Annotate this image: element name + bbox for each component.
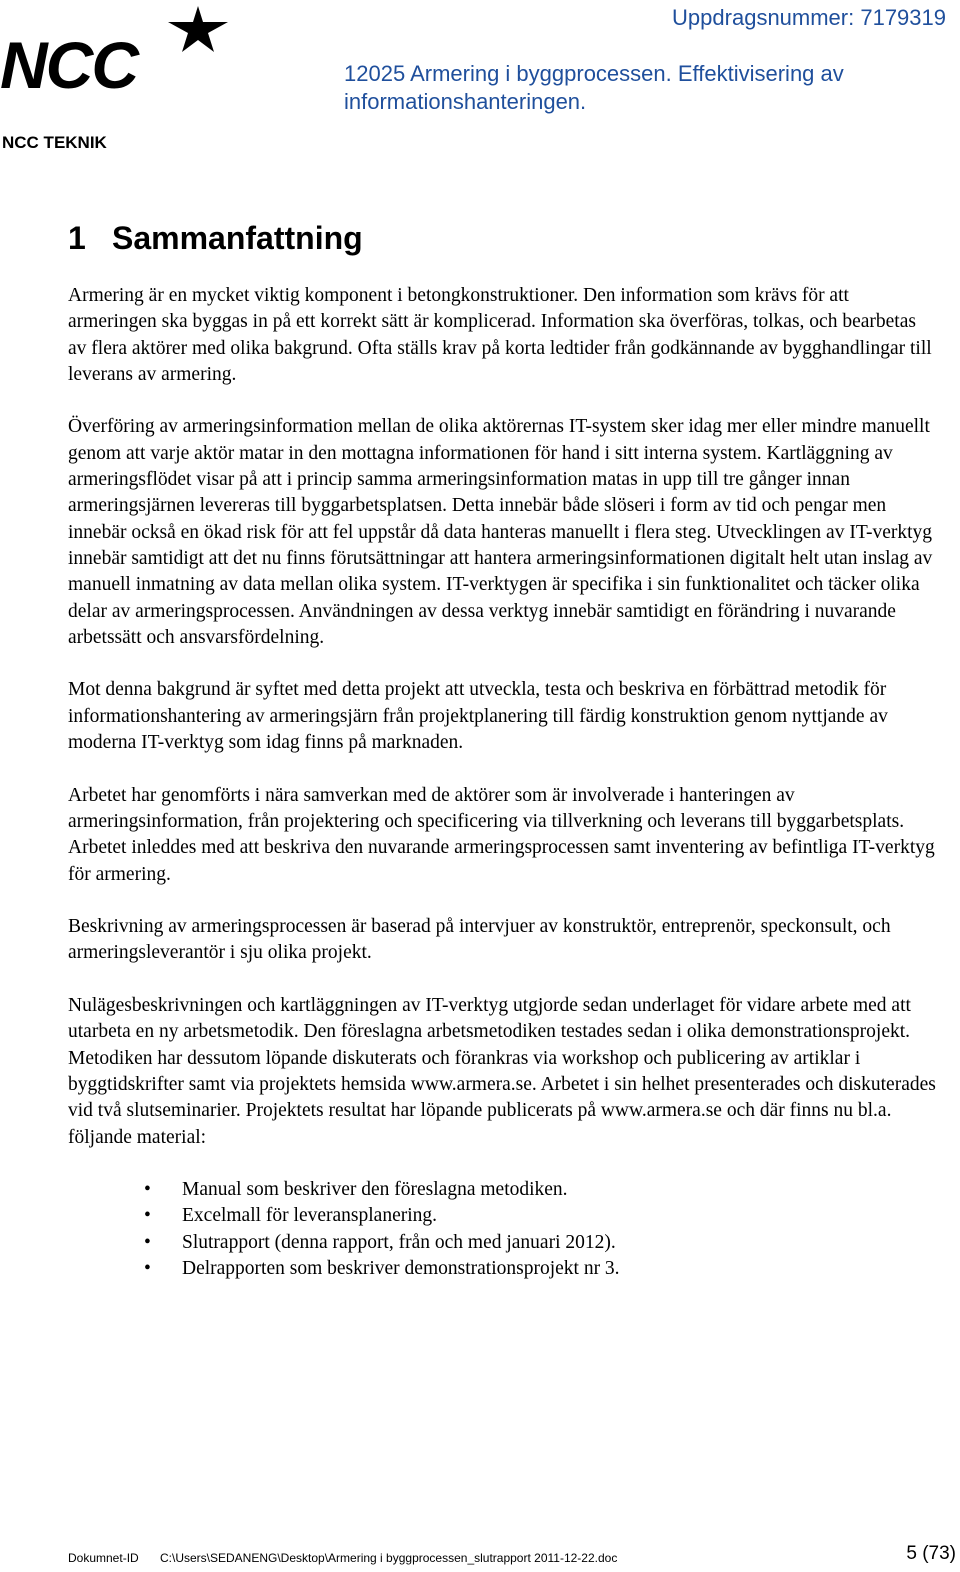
file-path: C:\Users\SEDANENG\Desktop\Armering i byggprocessen_slutrapport 2011-12-22.doc: [160, 1551, 618, 1565]
ncc-logo: [0, 2, 232, 92]
list-item: [68, 1256, 938, 1282]
list-item-text: Delrapporten som beskriver demonstrationsprojekt nr 3.: [182, 1257, 620, 1279]
list-item: [68, 1203, 938, 1229]
bullet-icon: •: [144, 1231, 151, 1253]
page-number: 5 (73): [906, 1543, 956, 1564]
list-item-text: Slutrapport (denna rapport, från och med januari 2012).: [182, 1231, 616, 1253]
section-heading: [68, 220, 363, 257]
section-title: Sammanfattning: [112, 220, 363, 256]
list-item: [68, 1230, 938, 1256]
paragraph: Mot denna bakgrund är syftet med detta projekt att utveckla, testa och beskriva en förbättrad metodik för informationshantering av armeringsjärn från projektplanering till färdig konstruktion genom nyttjande av moderna IT-verktyg som idag finns på marknaden.: [68, 679, 888, 754]
list-item: [68, 1177, 938, 1203]
bullet-icon: •: [144, 1205, 151, 1227]
material-list: [68, 1177, 938, 1282]
paragraph: Nulägesbeskrivningen och kartläggningen av IT-verktyg utgjorde sedan underlaget för vidare arbete med att utarbeta en ny arbetsmetodik. Den föreslagna arbetsmetodiken testades sedan i olika demonstrationsprojekt. Metodiken har dessutom löpande diskuterats och förankras via workshop och publicering av artiklar i byggtidskrifter samt via projektets hemsida www.armera.se. Arbetet i sin helhet presenterades och diskuterades vid två slutseminarier. Projektets resultat har löpande publicerats på www.armera.se och där finns nu bl.a. följande material:: [68, 995, 936, 1148]
bullet-icon: •: [144, 1257, 151, 1279]
section-number: 1: [68, 220, 86, 256]
project-title: 12025 Armering i byggprocessen. Effektivisering av informationshanteringen.: [344, 61, 844, 114]
list-item-text: Excelmall för leveransplanering.: [182, 1205, 438, 1227]
list-item-text: Manual som beskriver den föreslagna metodiken.: [182, 1179, 568, 1201]
paragraph: Arbetet har genomförts i nära samverkan med de aktörer som är involverade i hanteringen av armeringsinformation, från projektering och specificering via tillverkning och leverans till byggarbetsplats. Arbetet inleddes med att beskriva den nuvarande armeringsprocessen samt inventering av befintliga IT-verktyg för armering.: [68, 784, 935, 885]
doc-id-label: Dokumnet-ID: [68, 1551, 139, 1565]
logo-text: NCC: [0, 28, 137, 92]
bullet-icon: •: [144, 1179, 151, 1201]
paragraph: Överföring av armeringsinformation mellan de olika aktörernas IT-system sker idag mer eller mindre manuellt genom att varje aktör matar in den mottagna informationen för hand i sitt interna system. Kartläggning av armeringsflödet visar på att i princip samma armeringsinformation matas in upp till tre gånger innan armeringsjärnen levereras till byggarbetsplatsen. Detta innebär både slöseri i form av tid och pengar men innebär också en ökad risk för att fel uppstår då data hanteras manuellt i flera steg. Utvecklingen av IT-verktyg innebär samtidigt att det nu finns förutsättningar att hantera armeringsinformationen digitalt helt utan inslag av manuell inmatning av data mellan olika system. IT-verktygen är specifika i sin funktionalitet och täcker olika delar av armeringsprocessen. Användningen av dessa verktyg innebär samtidigt en förändring i nuvarande arbetssätt och ansvarsfördelning.: [68, 416, 933, 648]
assignment-number: Uppdragsnummer: 7179319: [672, 5, 946, 30]
document-body: [68, 283, 938, 1282]
paragraph: Armering är en mycket viktig komponent i betongkonstruktioner. Den information som krävs för att armeringen ska byggas in på ett korrekt sätt är komplicerad. Information ska överföras, tolkas, och bearbetas av flera aktörer med olika bakgrund. Ofta ställs krav på korta ledtider från godkännande av bygghandlingar till leverans av armering.: [68, 285, 932, 385]
department-label: NCC TEKNIK: [2, 133, 107, 152]
paragraph: Beskrivning av armeringsprocessen är baserad på intervjuer av konstruktör, entreprenör, speckonsult, och armeringsleverantör i sju olika projekt.: [68, 916, 891, 964]
star-icon: [168, 6, 228, 52]
